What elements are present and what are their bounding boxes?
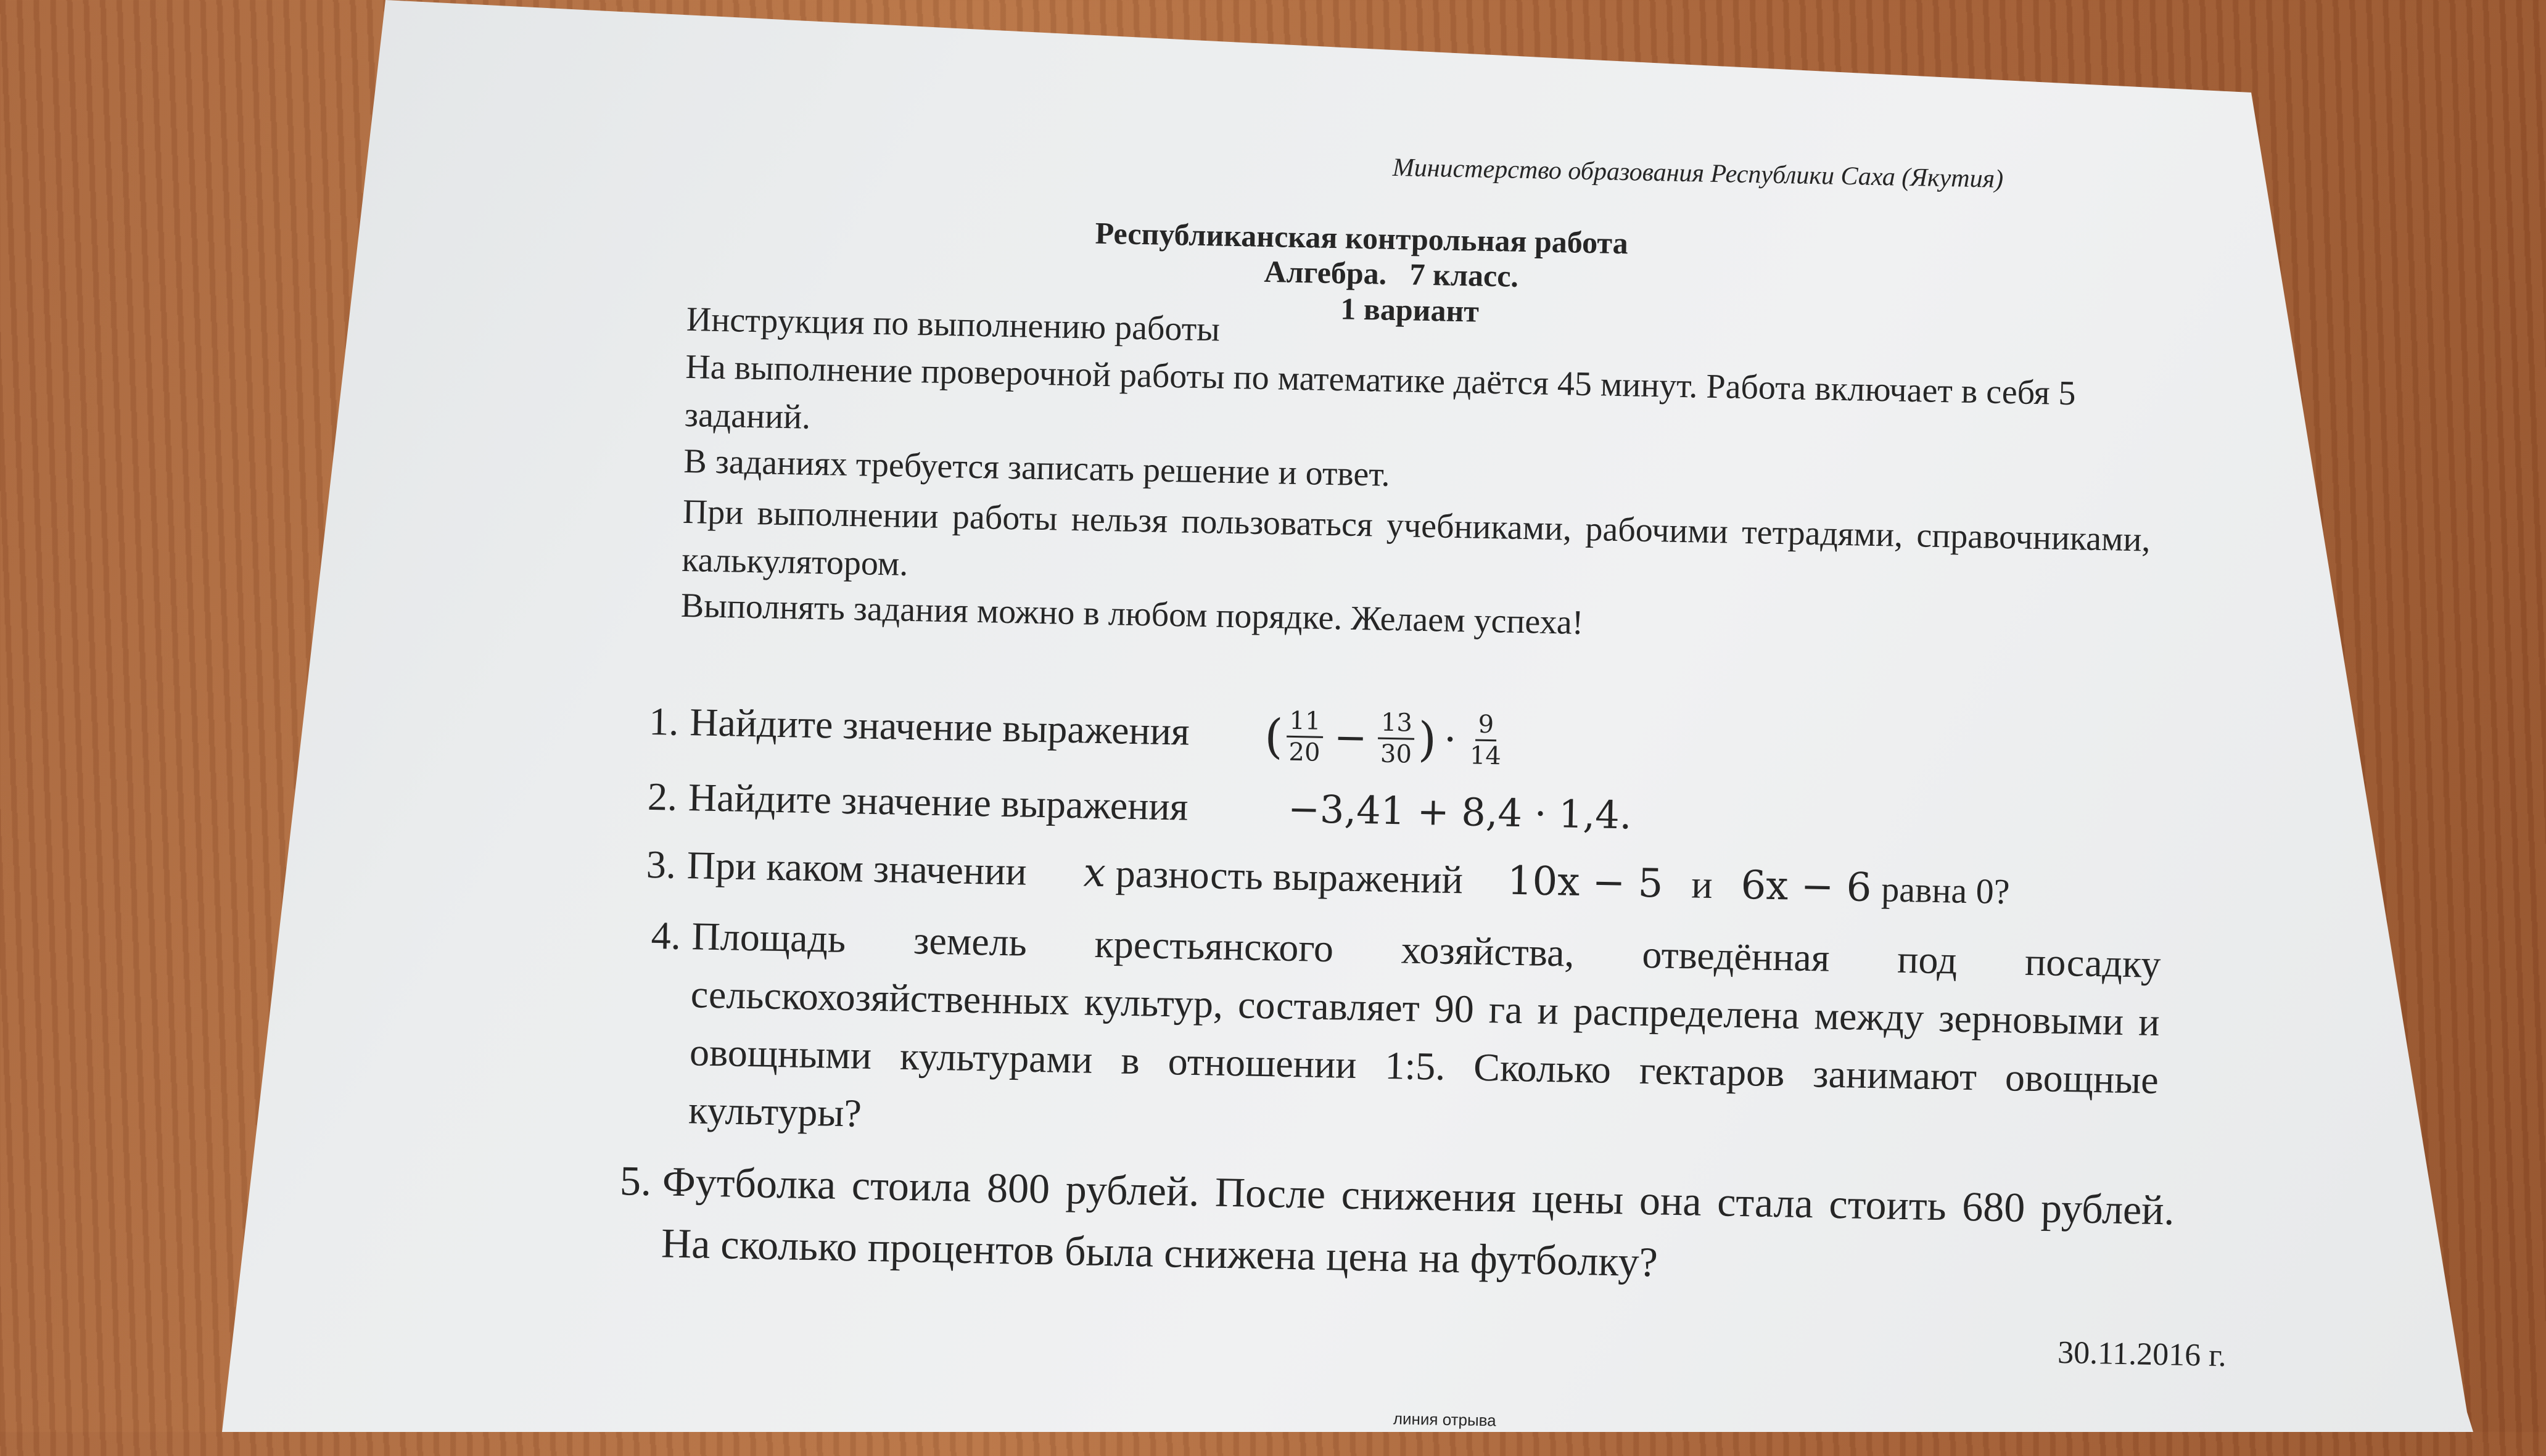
task-4 [633, 907, 2161, 1167]
task-text: При каком значении [686, 843, 1028, 894]
instructions-p1: На выполнение проверочной работы по математике даётся 45 минут. Работа включает в себя 5 заданий. [684, 347, 2077, 437]
task-number: 2. [647, 774, 678, 819]
variable-x: x [1082, 850, 1106, 897]
multiply-dot: · [1443, 717, 1457, 763]
denominator: 14 [1469, 741, 1502, 771]
task-1 [635, 693, 1508, 771]
instructions-p3: При выполнении работы нельзя пользоваться учебниками, рабочими тетрадями, справочниками, калькулятором. [681, 492, 2151, 583]
task-text: Найдите значение выражения [689, 700, 1190, 754]
document-title: Республиканская контрольная работа [1095, 215, 1629, 261]
paren-close: ) [1417, 711, 1437, 767]
fraction-9-14 [1467, 709, 1504, 771]
expression-1: 10x − 5 [1507, 858, 1664, 907]
paren-open: ( [1264, 709, 1283, 764]
numerator: 9 [1475, 710, 1496, 742]
task-number: 5. [619, 1157, 652, 1205]
instructions-p2: В заданиях требуется записать решение и ответ. [683, 442, 1391, 494]
task-number: 3. [646, 842, 677, 887]
ministry-line: Министерство образования Республики Саха (Якутия) [1392, 153, 2004, 194]
task-number: 4. [651, 913, 682, 958]
numerator: 11 [1287, 706, 1324, 738]
task-text: Площадь земель крестьянского хозяйства, отведённая под посадку сельскохозяйственных культур, составляет 90 га и распределена между зерновыми и овощными культурами в отношении 1:5. Сколько гектаров занимают овощные культуры? [688, 914, 2161, 1135]
task-5 [606, 1150, 2175, 1303]
task-2-expression: −3,41 + 8,4 · 1,4. [1287, 786, 1633, 838]
conjunction: и [1691, 862, 1713, 907]
instructions-heading: Инструкция по выполнению работы [686, 300, 1221, 349]
task-3 [632, 841, 2010, 913]
variant-line: 1 вариант [1340, 291, 1480, 329]
denominator: 20 [1288, 738, 1320, 767]
task-text: Футболка стоила 800 рублей. После снижения цены она стала стоить 680 рублей. На сколько процентов была снижена цена на футболку? [661, 1158, 2175, 1286]
instructions-p4: Выполнять задания можно в любом порядке. Желаем успеха! [680, 586, 1584, 642]
fraction-11-20 [1286, 706, 1324, 768]
task-text: разность выражений [1115, 851, 1464, 902]
fraction-13-30 [1378, 708, 1415, 770]
task-2 [633, 773, 1632, 838]
task-number: 1. [648, 699, 680, 744]
document-date: 30.11.2016 г. [2057, 1335, 2227, 1374]
task-text: равна 0? [1881, 869, 2011, 912]
denominator: 30 [1380, 739, 1412, 769]
expression-2: 6x − 6 [1740, 862, 1872, 911]
tear-line-label: линия отрыва [1393, 1409, 1496, 1430]
minus-sign: − [1333, 714, 1368, 761]
subject-line: Алгебра. 7 класс. [1264, 253, 1519, 294]
task-1-expression [1264, 706, 1508, 771]
numerator: 13 [1378, 708, 1415, 740]
task-text: Найдите значение выражения [688, 775, 1189, 829]
